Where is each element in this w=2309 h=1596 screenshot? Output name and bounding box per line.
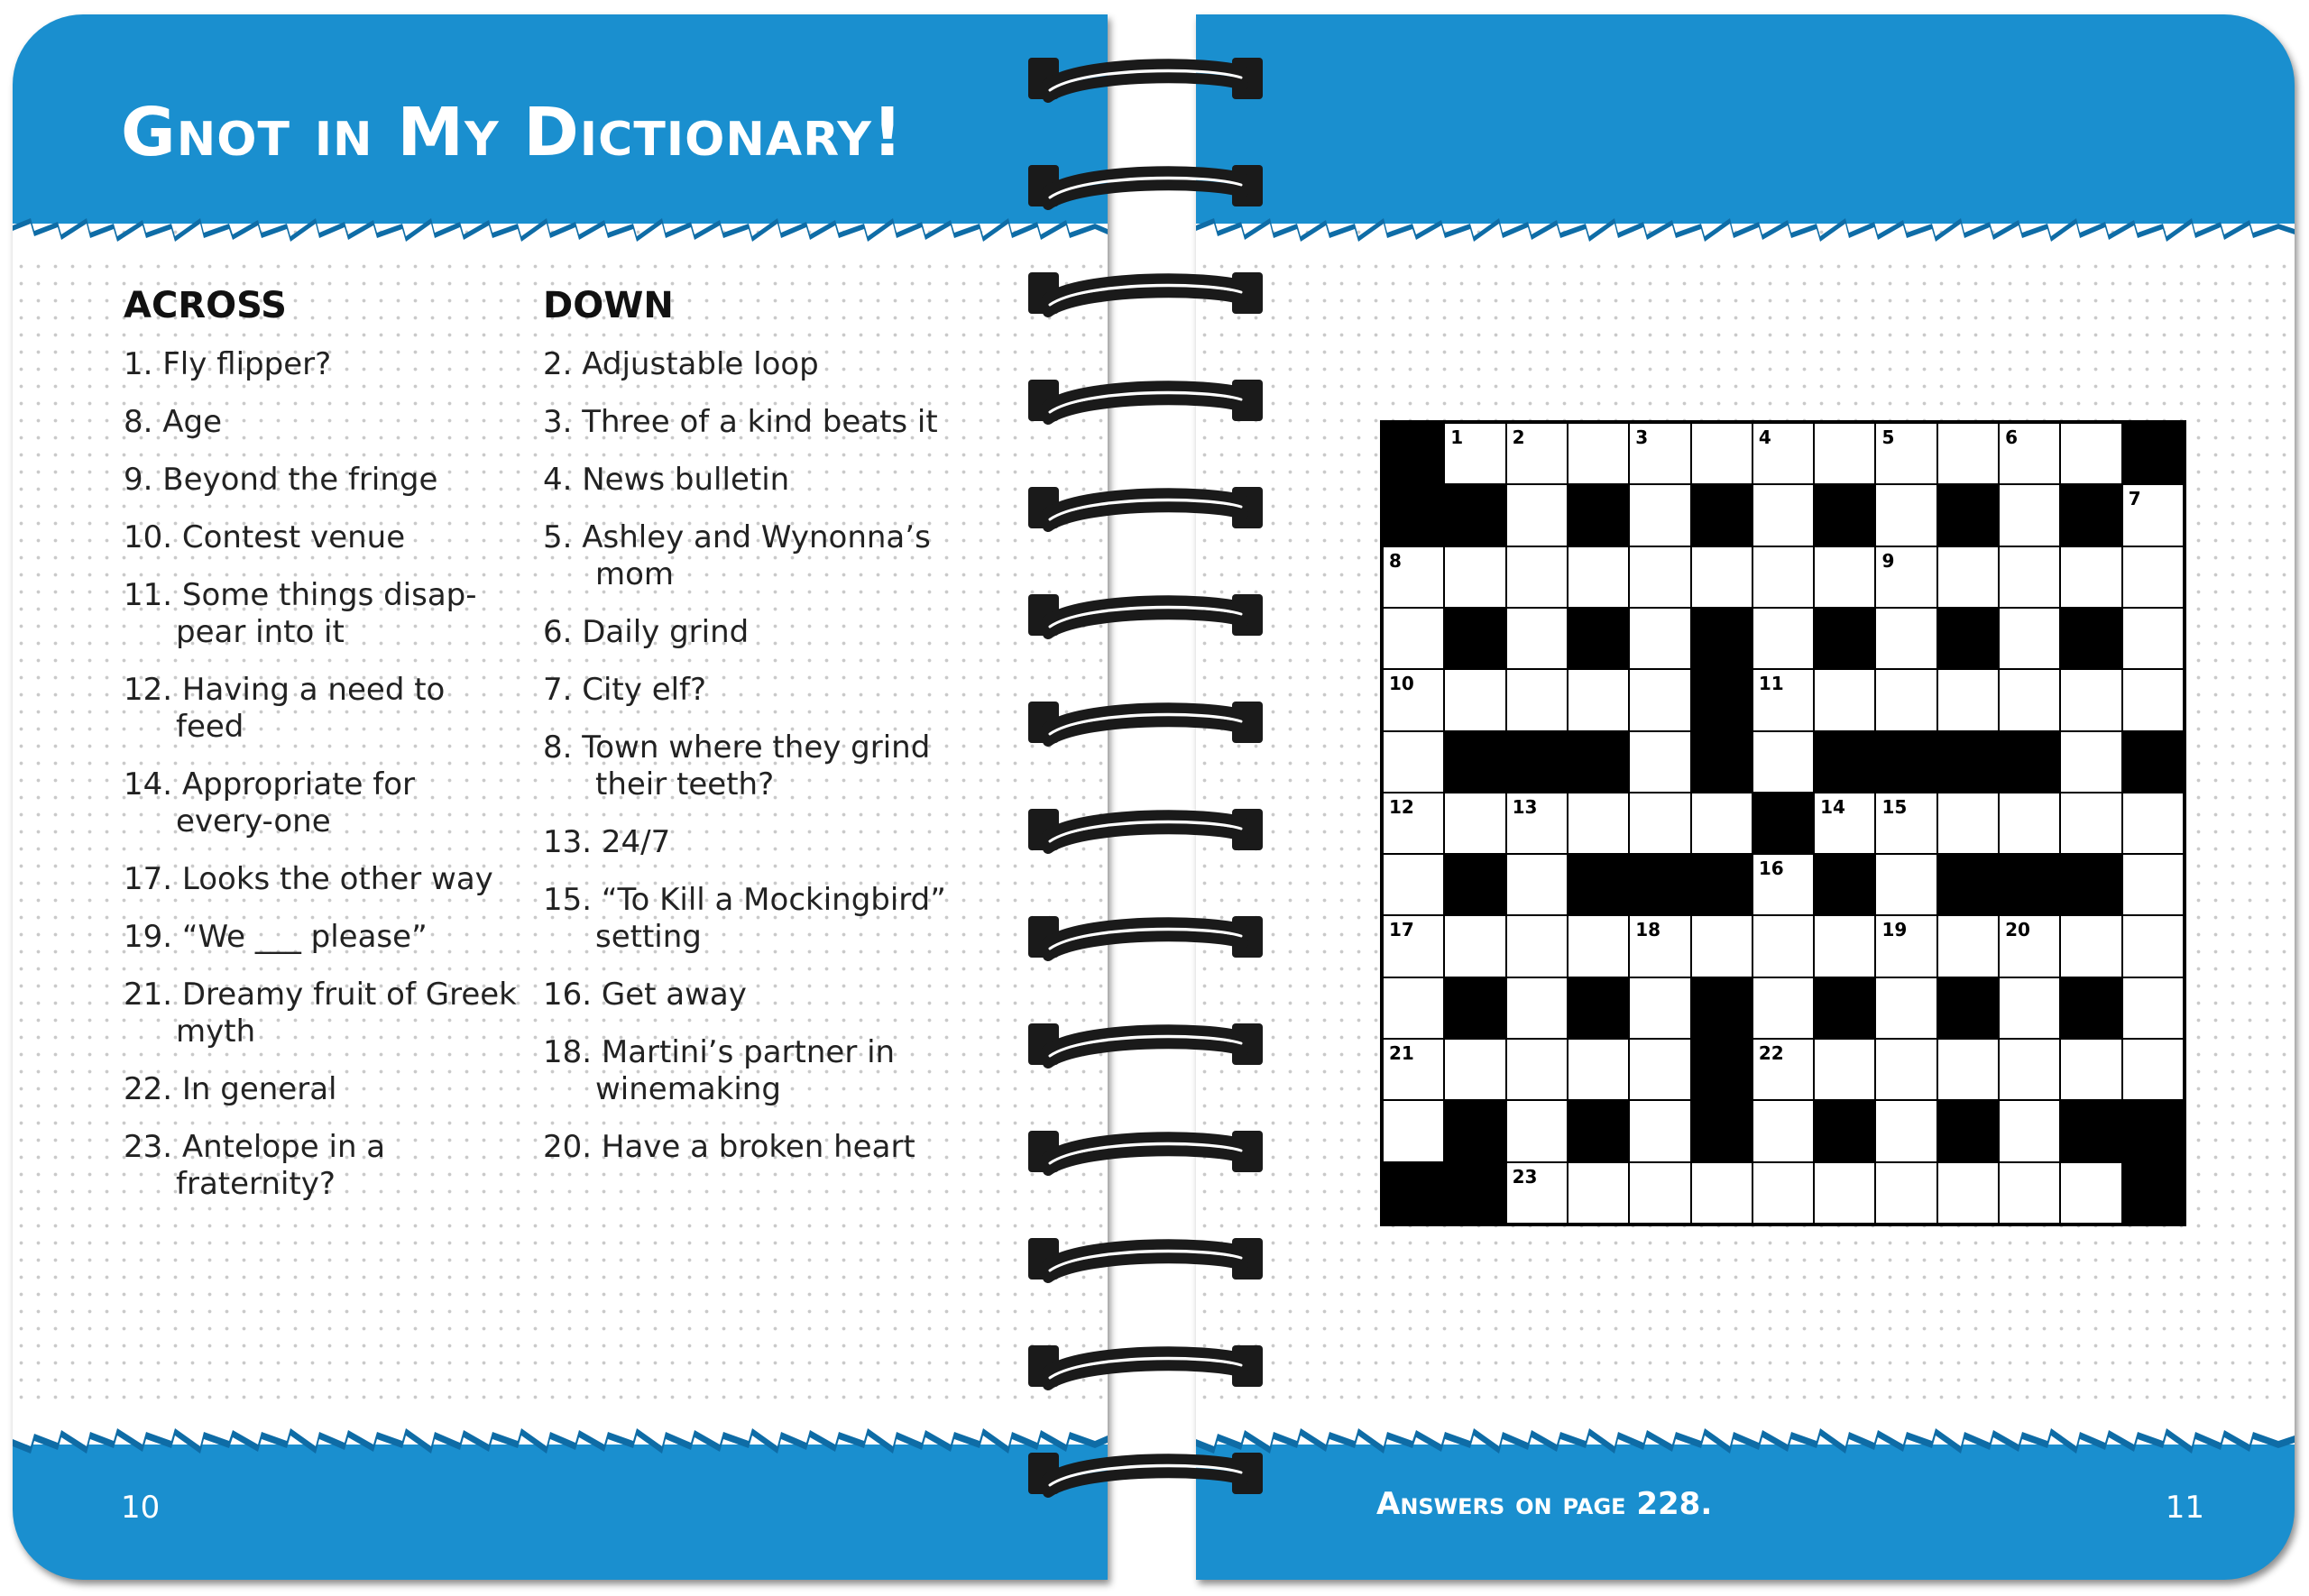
black-square	[1507, 732, 1567, 792]
across-clues	[124, 285, 520, 1224]
clue-number: 23	[1512, 1165, 1538, 1188]
answer-square[interactable]	[1445, 670, 1504, 729]
clue-number: 14	[1820, 795, 1845, 818]
answer-square[interactable]	[2123, 485, 2183, 545]
black-square	[1815, 609, 1874, 668]
answer-square[interactable]	[1753, 424, 1813, 483]
clue-item: 16. Get away	[543, 977, 747, 1013]
clue-number: 10	[1389, 673, 1414, 695]
binding-ring	[1028, 367, 1263, 430]
answer-square[interactable]	[1630, 485, 1689, 545]
answer-square[interactable]	[1753, 609, 1813, 668]
clue-number: 9	[1881, 549, 1895, 572]
answer-square[interactable]	[1876, 424, 1936, 483]
black-square	[1445, 855, 1504, 914]
answer-square[interactable]	[1507, 916, 1567, 976]
answer-square[interactable]	[1753, 732, 1813, 792]
answer-square[interactable]	[1815, 670, 1874, 729]
answer-square[interactable]	[2000, 1163, 2059, 1223]
crossword-grid	[1380, 420, 2186, 1226]
answer-square[interactable]	[1753, 1101, 1813, 1160]
black-square	[2123, 732, 2183, 792]
black-square	[1568, 978, 1628, 1038]
answer-square[interactable]	[1753, 547, 1813, 607]
answer-square[interactable]	[1630, 1101, 1689, 1160]
clue-item: 21. Dreamy fruit of Greek myth	[124, 977, 517, 1050]
answer-square[interactable]	[2000, 424, 2059, 483]
black-square	[2061, 855, 2120, 914]
binding-ring	[1028, 45, 1263, 108]
black-square	[2061, 609, 2120, 668]
clue-number: 15	[1881, 795, 1908, 818]
black-square	[1938, 485, 1998, 545]
clue-item: 14. Appropriate for every-one	[124, 766, 415, 839]
answer-square[interactable]	[1876, 916, 1936, 976]
black-square	[1815, 855, 1874, 914]
answer-square[interactable]	[2061, 670, 2120, 729]
clue-number: 5	[1881, 427, 1895, 448]
clue-item: 1. Fly flipper?	[124, 346, 332, 382]
black-square	[1815, 978, 1874, 1038]
answer-square[interactable]	[1445, 1040, 1504, 1099]
answer-square[interactable]	[2061, 732, 2120, 792]
answer-square[interactable]	[1692, 793, 1752, 853]
black-square	[1384, 1163, 1443, 1223]
answer-square[interactable]	[1876, 1040, 1936, 1099]
binding-ring	[1028, 152, 1263, 216]
answer-square[interactable]	[1692, 547, 1752, 607]
answer-square[interactable]	[1445, 424, 1504, 483]
black-square	[1938, 1101, 1998, 1160]
black-square	[1568, 732, 1628, 792]
answer-square[interactable]	[1753, 1040, 1813, 1099]
clue-number: 4	[1758, 427, 1771, 448]
clue-number: 6	[2005, 427, 2018, 448]
answer-square[interactable]	[1753, 670, 1813, 729]
top-wave-border	[1196, 215, 2295, 260]
answer-square[interactable]	[1630, 609, 1689, 668]
clue-item: 11. Some things disap-pear into it	[124, 577, 477, 650]
answer-square[interactable]	[1507, 424, 1567, 483]
clue-item: 10. Contest venue	[124, 519, 406, 555]
answer-square[interactable]	[1507, 855, 1567, 914]
answer-square[interactable]	[2000, 978, 2059, 1038]
left-page	[13, 14, 1108, 1580]
black-square	[1384, 485, 1443, 545]
clue-item: 22. In general	[124, 1071, 337, 1107]
answer-square[interactable]	[1815, 916, 1874, 976]
binding-ring	[1028, 582, 1263, 645]
clue-item: 15. “To Kill a Mockingbird” setting	[543, 882, 946, 955]
answer-square[interactable]	[2123, 855, 2183, 914]
answer-square[interactable]	[1507, 485, 1567, 545]
answer-square[interactable]	[2061, 916, 2120, 976]
black-square	[1692, 1101, 1752, 1160]
answer-square[interactable]	[1630, 1163, 1689, 1223]
clue-number: 2	[1512, 427, 1525, 448]
answer-square[interactable]	[2123, 547, 2183, 607]
clue-item: 7. City elf?	[543, 672, 707, 708]
answer-square[interactable]	[2000, 1101, 2059, 1160]
answer-square[interactable]	[1938, 1040, 1998, 1099]
answer-square[interactable]	[1630, 793, 1689, 853]
answer-square[interactable]	[1876, 547, 1936, 607]
answer-square[interactable]	[1384, 793, 1443, 853]
answer-square[interactable]	[1753, 485, 1813, 545]
clue-number: 20	[2005, 919, 2030, 941]
answer-square[interactable]	[1938, 916, 1998, 976]
clue-item: 6. Daily grind	[543, 614, 750, 650]
black-square	[1815, 1101, 1874, 1160]
clue-item: 17. Looks the other way	[124, 861, 493, 897]
answer-square[interactable]	[1692, 1163, 1752, 1223]
clue-item: 18. Martini’s partner in winemaking	[543, 1034, 896, 1107]
answer-square[interactable]	[1630, 424, 1689, 483]
black-square	[1445, 609, 1504, 668]
binding-ring	[1028, 796, 1263, 859]
answer-square[interactable]	[2061, 1040, 2120, 1099]
clue-number: 11	[1758, 673, 1784, 695]
black-square	[1692, 485, 1752, 545]
clue-number: 13	[1512, 795, 1538, 818]
binding-ring	[1028, 1225, 1263, 1289]
answer-square[interactable]	[2000, 670, 2059, 729]
answer-square[interactable]	[1876, 793, 1936, 853]
black-square	[1938, 732, 1998, 792]
binding-ring	[1028, 1118, 1263, 1181]
binding-ring	[1028, 260, 1263, 323]
answers-note: Answers on page 228.	[1376, 1486, 1713, 1522]
answer-square[interactable]	[1384, 916, 1443, 976]
black-square	[1815, 732, 1874, 792]
black-square	[1384, 424, 1443, 483]
answer-square[interactable]	[2061, 1163, 2120, 1223]
answer-square[interactable]	[1876, 978, 1936, 1038]
clue-item: 2. Adjustable loop	[543, 346, 819, 382]
answer-square[interactable]	[1815, 1040, 1874, 1099]
answer-square[interactable]	[1876, 1163, 1936, 1223]
answer-square[interactable]	[2061, 793, 2120, 853]
answer-square[interactable]	[1753, 916, 1813, 976]
answer-square[interactable]	[1630, 732, 1689, 792]
black-square	[1445, 485, 1504, 545]
answer-square[interactable]	[2000, 1040, 2059, 1099]
clue-item: 19. “We ___ please”	[124, 919, 428, 955]
black-square	[1445, 732, 1504, 792]
binding-ring	[1028, 474, 1263, 537]
answer-square[interactable]	[1630, 978, 1689, 1038]
answer-square[interactable]	[1815, 793, 1874, 853]
clue-number: 22	[1758, 1042, 1784, 1065]
clue-number: 8	[1389, 549, 1402, 572]
clue-item: 8. Age	[124, 404, 223, 440]
answer-square[interactable]	[2000, 609, 2059, 668]
answer-square[interactable]	[1568, 547, 1628, 607]
down-heading: DOWN	[543, 285, 674, 326]
answer-square[interactable]	[1507, 1040, 1567, 1099]
clue-item: 20. Have a broken heart	[543, 1129, 915, 1165]
black-square	[2061, 485, 2120, 545]
answer-square[interactable]	[2123, 609, 2183, 668]
across-heading: ACROSS	[124, 285, 287, 326]
clue-item: 12. Having a need to feed	[124, 672, 446, 745]
answer-square[interactable]	[1630, 916, 1689, 976]
answer-square[interactable]	[2000, 793, 2059, 853]
answer-square[interactable]	[1384, 732, 1443, 792]
answer-square[interactable]	[1630, 1040, 1689, 1099]
answer-square[interactable]	[1630, 670, 1689, 729]
answer-square[interactable]	[2061, 424, 2120, 483]
bottom-wave-border	[1196, 1408, 2295, 1454]
answer-square[interactable]	[2000, 916, 2059, 976]
clue-number: 19	[1881, 919, 1908, 941]
black-square	[2061, 1101, 2120, 1160]
black-square	[1692, 609, 1752, 668]
answer-square[interactable]	[1876, 855, 1936, 914]
answer-square[interactable]	[1384, 1101, 1443, 1160]
answer-square[interactable]	[1815, 547, 1874, 607]
answer-square[interactable]	[1568, 1040, 1628, 1099]
clue-number: 12	[1389, 795, 1414, 818]
clue-number: 21	[1389, 1042, 1414, 1065]
answer-square[interactable]	[1507, 670, 1567, 729]
answer-square[interactable]	[1753, 855, 1813, 914]
answer-square[interactable]	[2123, 1040, 2183, 1099]
answer-square[interactable]	[1507, 1163, 1567, 1223]
black-square	[1938, 978, 1998, 1038]
black-square	[1568, 855, 1628, 914]
black-square	[1568, 1101, 1628, 1160]
answer-square[interactable]	[1876, 1101, 1936, 1160]
answer-square[interactable]	[2123, 793, 2183, 853]
black-square	[2000, 732, 2059, 792]
answer-square[interactable]	[1876, 485, 1936, 545]
answer-square[interactable]	[1384, 978, 1443, 1038]
clue-number: 7	[2128, 488, 2141, 510]
answer-square[interactable]	[1445, 793, 1504, 853]
page-number-right: 11	[2165, 1490, 2204, 1526]
answer-square[interactable]	[1938, 424, 1998, 483]
black-square	[1753, 793, 1813, 853]
answer-square[interactable]	[1384, 1040, 1443, 1099]
binding-ring	[1028, 1011, 1263, 1074]
answer-square[interactable]	[1568, 424, 1628, 483]
clue-number: 17	[1389, 919, 1414, 941]
answer-square[interactable]	[1384, 609, 1443, 668]
answer-square[interactable]	[1568, 916, 1628, 976]
answer-square[interactable]	[1445, 916, 1504, 976]
answer-square[interactable]	[1692, 916, 1752, 976]
answer-square[interactable]	[1815, 424, 1874, 483]
black-square	[1445, 978, 1504, 1038]
black-square	[1445, 1163, 1504, 1223]
black-square	[2123, 1163, 2183, 1223]
answer-square[interactable]	[2123, 978, 2183, 1038]
binding-ring	[1028, 1333, 1263, 1396]
answer-square[interactable]	[2061, 547, 2120, 607]
answer-square[interactable]	[1568, 1163, 1628, 1223]
binding-ring	[1028, 689, 1263, 752]
answer-square[interactable]	[1445, 547, 1504, 607]
black-square	[1692, 732, 1752, 792]
black-square	[2123, 424, 2183, 483]
clue-number: 18	[1635, 919, 1661, 941]
answer-square[interactable]	[2123, 670, 2183, 729]
page-number-left: 10	[121, 1490, 161, 1526]
answer-square[interactable]	[1938, 670, 1998, 729]
answer-square[interactable]	[2000, 485, 2059, 545]
clue-number: 3	[1635, 427, 1649, 448]
black-square	[1568, 609, 1628, 668]
answer-square[interactable]	[1876, 609, 1936, 668]
clue-item: 9. Beyond the fringe	[124, 462, 438, 498]
binding-ring	[1028, 1440, 1263, 1503]
answer-square[interactable]	[1507, 793, 1567, 853]
answer-square[interactable]	[1692, 424, 1752, 483]
answer-square[interactable]	[1938, 547, 1998, 607]
answer-square[interactable]	[1876, 670, 1936, 729]
black-square	[1938, 855, 1998, 914]
clue-item: 5. Ashley and Wynonna’s mom	[543, 519, 931, 592]
clue-item: 23. Antelope in a fraternity?	[124, 1129, 386, 1202]
black-square	[1692, 1040, 1752, 1099]
right-page	[1196, 14, 2295, 1580]
down-clues	[543, 285, 976, 1187]
clue-item: 8. Town where they grind their teeth?	[543, 729, 931, 803]
black-square	[1876, 732, 1936, 792]
answer-square[interactable]	[1753, 978, 1813, 1038]
answer-square[interactable]	[1384, 547, 1443, 607]
clue-item: 3. Three of a kind beats it	[543, 404, 938, 440]
answer-square[interactable]	[1568, 793, 1628, 853]
clue-number: 16	[1758, 858, 1784, 880]
answer-square[interactable]	[1815, 1163, 1874, 1223]
answer-square[interactable]	[1384, 855, 1443, 914]
black-square	[1445, 1101, 1504, 1160]
black-square	[1815, 485, 1874, 545]
answer-square[interactable]	[1568, 670, 1628, 729]
answer-square[interactable]	[2000, 547, 2059, 607]
clue-item: 13. 24/7	[543, 824, 671, 860]
black-square	[1568, 485, 1628, 545]
answer-square[interactable]	[1507, 609, 1567, 668]
top-wave-border	[13, 215, 1108, 260]
answer-square[interactable]	[1507, 547, 1567, 607]
black-square	[2123, 1101, 2183, 1160]
black-square	[1692, 855, 1752, 914]
black-square	[1692, 670, 1752, 729]
clue-number: 1	[1450, 427, 1464, 448]
answer-square[interactable]	[1938, 793, 1998, 853]
answer-square[interactable]	[1507, 1101, 1567, 1160]
answer-square[interactable]	[1753, 1163, 1813, 1223]
binding-ring	[1028, 903, 1263, 967]
black-square	[1692, 978, 1752, 1038]
bottom-wave-border	[13, 1408, 1108, 1454]
answer-square[interactable]	[1630, 547, 1689, 607]
answer-square[interactable]	[1938, 1163, 1998, 1223]
black-square	[2000, 855, 2059, 914]
answer-square[interactable]	[2123, 916, 2183, 976]
spiral-binding	[1028, 45, 1281, 1560]
answer-square[interactable]	[1507, 978, 1567, 1038]
clue-item: 4. News bulletin	[543, 462, 790, 498]
answer-square[interactable]	[1384, 670, 1443, 729]
black-square	[1938, 609, 1998, 668]
puzzle-title: Gnot in My Dictionary!	[121, 94, 904, 171]
black-square	[1630, 855, 1689, 914]
black-square	[2061, 978, 2120, 1038]
